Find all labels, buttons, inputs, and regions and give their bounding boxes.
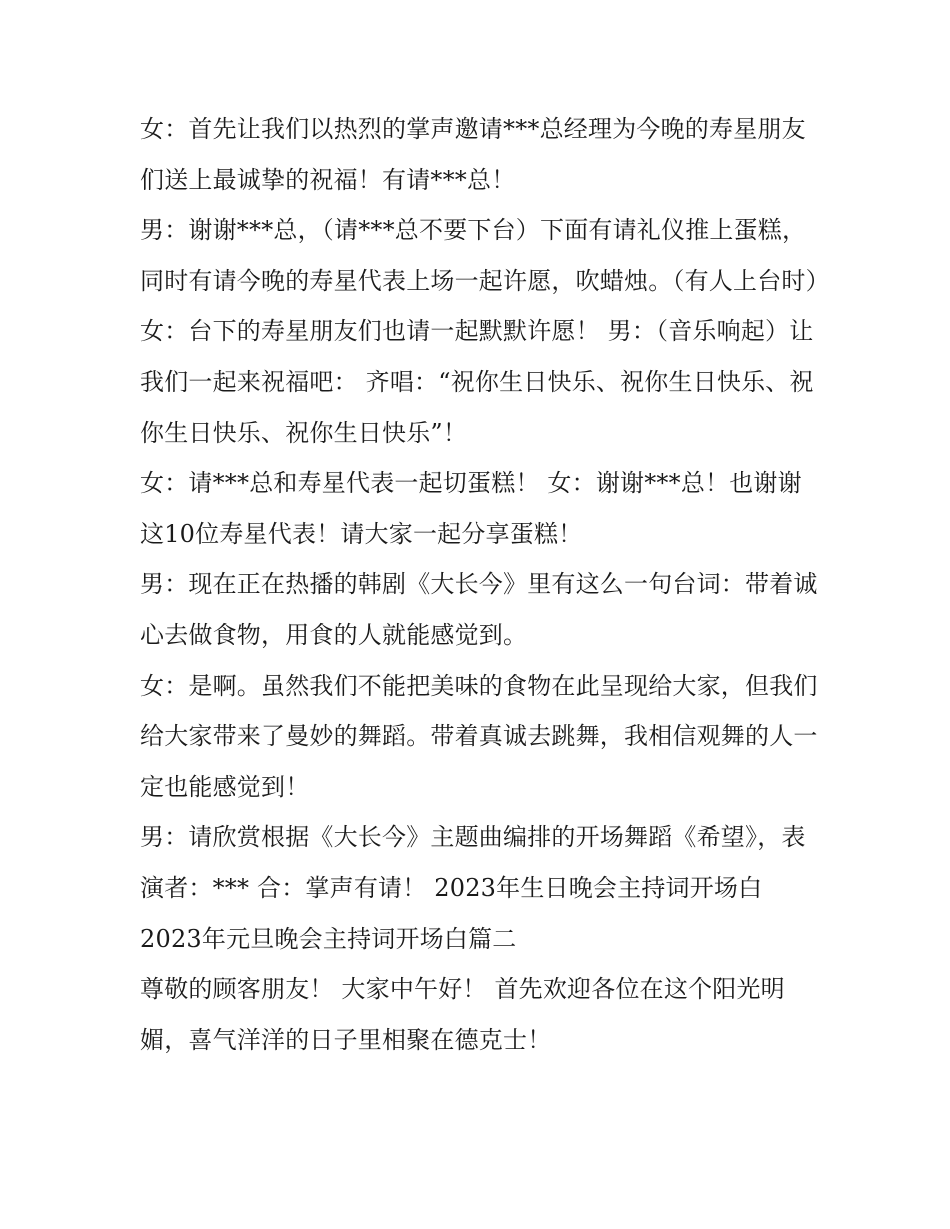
paragraph-birthday-song: 女：台下的寿星朋友们也请一起默默许愿！ 男：（音乐响起）让我们一起来祝福吧： 齐唱：“祝你生日快乐、祝你生日快乐、祝你生日快乐、祝你生日快乐”！ xyxy=(140,317,814,447)
paragraph-welcome: 尊敬的顾客朋友！ 大家中午好！ 首先欢迎各位在这个阳光明媚，喜气洋洋的日子里相聚在德克士！ xyxy=(140,975,785,1054)
paragraph-dance-performance: 男：请欣赏根据《大长今》主题曲编排的开场舞蹈《希望》，表演者：*** 合：掌声有请！ 2023年生日晚会主持词开场白 xyxy=(140,823,806,902)
section-heading: 2023年元旦晚会主持词开场白篇二 xyxy=(140,924,517,953)
document-body xyxy=(140,104,830,1065)
paragraph-cut-cake: 女：请***总和寿星代表一起切蛋糕！ 女：谢谢***总！也谢谢这10位寿星代表！请大家一起分享蛋糕！ xyxy=(140,469,802,548)
paragraph-drama-quote: 男：现在正在热播的韩剧《大长今》里有这么一句台词：带着诚心去做食物，用食的人就能感觉到。 xyxy=(140,570,818,649)
paragraph-host-female-invite: 女：首先让我们以热烈的掌声邀请***总经理为今晚的寿星朋友们送上最诚挚的祝福！有请***总！ xyxy=(140,115,806,194)
paragraph-dance-intro: 女：是啊。虽然我们不能把美味的食物在此呈现给大家，但我们给大家带来了曼妙的舞蹈。带着真诚去跳舞，我相信观舞的人一定也能感觉到！ xyxy=(140,671,818,801)
paragraph-host-male-cake: 男：谢谢***总，（请***总不要下台）下面有请礼仪推上蛋糕，同时有请今晚的寿星代表上场一起许愿，吹蜡烛。（有人上台时） xyxy=(140,216,830,295)
